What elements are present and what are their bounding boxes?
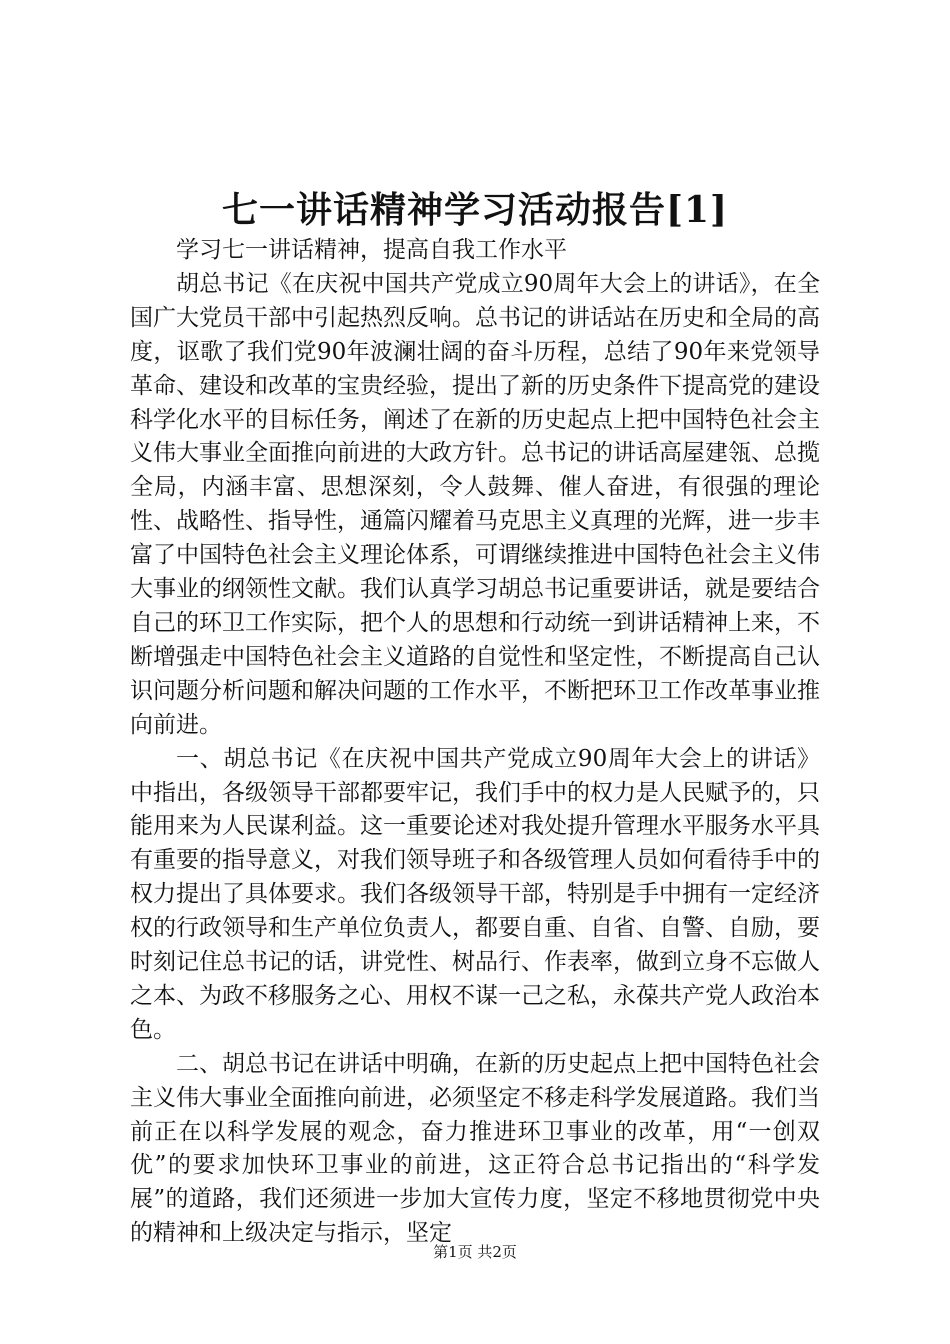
document-subtitle: 学习七一讲话精神，提高自我工作水平 — [176, 237, 567, 263]
paragraph-section-two: 二、胡总书记在讲话中明确，在新的历史起点上把中国特色社会主义伟大事业全面推向前进，必须坚定不移走科学发展道路。我们当前正在以科学发展的观念，奋力推进环卫事业的改革，用“一创双优”的要求加快环卫事业的前进，这正符合总书记指出的“科学发展”的道路，我们还须进一步加大宣传力度，坚定不移地贯彻党中央的精神和上级决定与指示，坚定 — [130, 1050, 820, 1247]
document-title: 七一讲话精神学习活动报告[1] — [221, 189, 729, 231]
page-footer: 第1页 共2页 — [433, 1243, 517, 1261]
document-body — [130, 234, 820, 1251]
paragraph-intro: 胡总书记《在庆祝中国共产党成立90周年大会上的讲话》，在全国广大党员干部中引起热烈反响。总书记的讲话站在历史和全局的高度，讴歌了我们党90年波澜壮阔的奋斗历程，总结了90年来党领导革命、建设和改革的宝贵经验，提出了新的历史条件下提高党的建设科学化水平的目标任务，阐述了在新的历史起点上把中国特色社会主义伟大事业全面推向前进的大政方针。总书记的讲话高屋建瓴、总揽全局，内涵丰富、思想深刻，令人鼓舞、催人奋进，有很强的理论性、战略性、指导性，通篇闪耀着马克思主义真理的光辉，进一步丰富了中国特色社会主义理论体系，可谓继续推进中国特色社会主义伟大事业的纲领性文献。我们认真学习胡总书记重要讲话，就是要结合自己的环卫工作实际，把个人的思想和行动统一到讲话精神上来，不断增强走中国特色社会主义道路的自觉性和坚定性，不断提高自己认识问题分析问题和解决问题的工作水平，不断把环卫工作改革事业推向前进。 — [130, 270, 820, 738]
paragraph-section-one: 一、胡总书记《在庆祝中国共产党成立90周年大会上的讲话》中指出，各级领导干部都要牢记，我们手中的权力是人民赋予的，只能用来为人民谋利益。这一重要论述对我处提升管理水平服务水平具有重要的指导意义，对我们领导班子和各级管理人员如何看待手中的权力提出了具体要求。我们各级领导干部，特别是手中拥有一定经济权的行政领导和生产单位负责人，都要自重、自省、自警、自励，要时刻记住总书记的话，讲党性、树品行、作表率，做到立身不忘做人之本、为政不移服务之心、用权不谋一己之私，永葆共产党人政治本色。 — [130, 745, 820, 1043]
